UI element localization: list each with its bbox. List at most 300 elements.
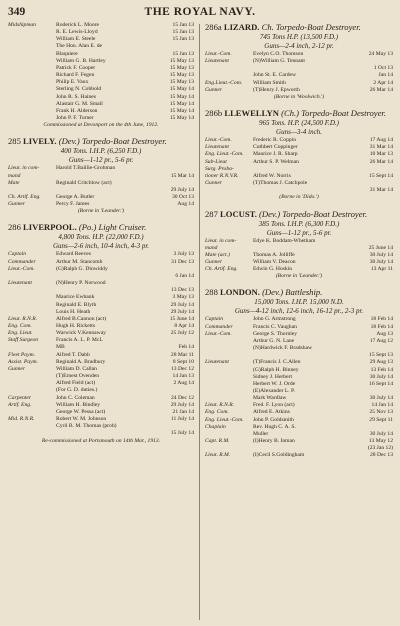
ship-entry (205, 22, 393, 101)
officer-date: 15 May 13 (169, 57, 194, 64)
officer-name: The Hon. Alan E. de (56, 43, 102, 50)
officer-row (205, 180, 393, 187)
officer-row (8, 115, 194, 122)
officer-row (205, 324, 393, 331)
officer-row (8, 373, 194, 380)
officer-rank (205, 72, 253, 79)
officer-rank (8, 36, 56, 43)
officer-name: William Smith (253, 79, 286, 86)
officer-rank (8, 58, 56, 65)
ship-spec: Guns—1-12 pr., 5-6 pr. (68, 156, 134, 165)
officer-name: John St. E. Cardew (253, 72, 297, 79)
officer-date: 16 Sept 14 (369, 380, 393, 387)
officer-date: 13 Apr 11 (370, 266, 393, 273)
officer-date: 13 Feb 14 (370, 366, 393, 373)
officer-date: 25 July 12 (170, 330, 194, 337)
officer-rank (8, 409, 56, 416)
officer-row (205, 395, 393, 402)
officer-name (253, 352, 359, 359)
officer-row (8, 194, 194, 201)
officer-row (205, 58, 393, 65)
officer-row (8, 337, 194, 344)
officer-rank: tioner R.N.V.R. (205, 172, 239, 179)
officer-name: William V. Deacon (253, 258, 296, 265)
officer-row (8, 280, 194, 287)
officer-date (359, 388, 393, 395)
officer-rank (205, 445, 253, 452)
officer-name: Warwick V.Kennaway (56, 330, 106, 337)
officer-date: 15 May 13 (169, 79, 194, 86)
officer-row (8, 43, 194, 50)
officer-row (205, 238, 393, 245)
officer-row (205, 445, 393, 452)
officer-rank: Eng. Com. (8, 323, 32, 329)
officer-date: Aug 14 (177, 201, 194, 208)
officer-name: (T)Thomas J. Catchpole (253, 180, 308, 187)
officer-date: 28 Mar 11 (170, 351, 194, 358)
officer-rank (8, 86, 56, 93)
officer-rank (8, 43, 56, 50)
officer-name (56, 287, 160, 294)
officer-date: 29 Aug 13 (369, 359, 393, 366)
officer-name: Reginald E. Blyth (56, 301, 97, 308)
officer-rank: Lieut.-Com. (205, 330, 232, 337)
officer-row (8, 323, 194, 330)
officer-row (8, 79, 194, 86)
officer-name: Sterling N. Cobbold (56, 86, 102, 93)
officer-name: (N)Hardwick F. Bradshaw (253, 345, 313, 352)
officer-row (205, 417, 393, 424)
officer-row (8, 352, 194, 359)
officer-row (205, 331, 393, 338)
officer-date: 15 Jan 13 (172, 22, 194, 28)
officer-name: Louis H. Heath (56, 308, 91, 315)
officer-rank: Mate (act.) (205, 251, 230, 258)
officer-name: Mark Wardlaw (253, 395, 287, 402)
officer-name: John P. F. Turner (56, 115, 94, 122)
officer-name: (G)Ralph H. Binney (253, 366, 299, 373)
officer-rank (8, 101, 56, 108)
officer-row (8, 309, 194, 316)
officer-date: 1 Oct 13 (373, 65, 393, 72)
officer-date: 15 May 13 (169, 64, 194, 71)
officer-name: Hugh H. Ricketts (56, 323, 95, 329)
officer-name: Edwin G. Hoskin (253, 266, 293, 273)
officer-date: 15 Sept 13 (369, 352, 393, 359)
officer-date: 25 June 14 (368, 244, 393, 251)
ship-name-line (205, 209, 393, 220)
officer-row (205, 51, 393, 58)
officer-name: Frederic R. Coppin (253, 137, 297, 144)
officer-name: Alfred Field (act) (56, 380, 96, 387)
officer-row (8, 266, 194, 273)
officer-date: 15 May 14 (169, 115, 194, 122)
officer-row (205, 245, 393, 252)
officer-row (8, 259, 194, 266)
officer-date: 2 Aug 14 (173, 380, 194, 387)
officer-date: 13 May 12 (368, 438, 393, 445)
officer-row (205, 80, 393, 87)
officer-rank (205, 395, 253, 402)
ship-name: LIZARD. (223, 22, 260, 32)
officer-rank (205, 367, 253, 374)
officer-rank: Captain (205, 316, 224, 323)
officer-rank: Gunner (8, 365, 26, 372)
officer-row (205, 338, 393, 345)
officer-date: 8 Apr 14 (174, 323, 194, 329)
officer-date: 24 May 13 (368, 51, 393, 57)
officer-rank: Eng. Com. (205, 409, 229, 416)
officer-date (359, 58, 393, 65)
officer-name: (N)William G. Tennant (253, 58, 305, 65)
officer-rank: Lieut.-Com. (205, 51, 232, 57)
officer-date (359, 345, 393, 352)
officer-name: Maurice J. R. Sharp (253, 151, 298, 158)
ship-spec: 965 Tons. H.P. (24,500 F.D.) (259, 119, 339, 128)
officer-rank (205, 374, 253, 381)
officer-rank (8, 72, 56, 79)
ship-type: Torpedo-Boat Destroyer. (81, 136, 167, 147)
officer-rank: Lieutenant (205, 144, 229, 151)
officer-row (8, 380, 194, 387)
ship-note: Re-commissioned at Portsmouth on 14th Mar., 1913. (41, 437, 161, 444)
officer-rank: Midshipman (8, 22, 36, 28)
officer-row (8, 51, 194, 58)
ship-name: LLEWELLYN (224, 108, 279, 119)
officer-rank: Eng.Lieut.-Com. (205, 79, 243, 86)
officer-rank: Lieut. R.N.R. (205, 402, 235, 409)
officer-rank: Assist. Paym. (8, 358, 38, 365)
officer-rank (8, 387, 56, 394)
officer-rank: Sub-Lieut (205, 158, 227, 165)
officer-name: Philip E. Vaux (56, 79, 89, 86)
officer-name (253, 245, 359, 252)
officer-rank (205, 338, 253, 345)
officer-date (359, 166, 393, 173)
officer-date: 26 Mar 14 (369, 86, 393, 93)
officer-name: Edward Reeves (56, 251, 91, 258)
ship-type: Torpedo-Boat Destroyer. (275, 22, 361, 32)
officer-rank (8, 344, 56, 351)
officer-rank: Gunner (205, 258, 223, 265)
officer-row (8, 187, 194, 194)
officer-name: (T)Henry J. Epworth (253, 86, 300, 93)
officer-name: Arthur G. N. Lane (253, 337, 295, 344)
officer-rank: Commander (205, 323, 233, 330)
officer-rank: Eng. Lieut. (8, 330, 33, 337)
officer-date: 30 July 14 (369, 373, 393, 380)
officer-name: (E)Alexander L. P. (253, 388, 295, 394)
officer-rank (8, 65, 56, 72)
officer-date: 28 Dec 13 (370, 452, 393, 459)
officer-row (8, 94, 194, 101)
officer-date: 15 Jan 13 (172, 29, 194, 36)
officer-rank: mand (8, 172, 21, 179)
officer-name: Alfred E. Atkins (253, 409, 290, 416)
officer-rank (8, 273, 56, 280)
officer-date: 18 Feb 14 (370, 323, 393, 330)
officer-rank: Ch. Artif. Eng. (205, 266, 238, 273)
officer-rank: Capt. R.M. (205, 438, 230, 445)
officer-row (8, 86, 194, 93)
officer-date: Feb 14 (178, 344, 194, 351)
officer-date: 15 June 14 (169, 315, 194, 322)
officer-date: 8 Sept 10 (172, 358, 194, 365)
officer-date: 18 Feb 14 (370, 316, 393, 323)
officer-row (205, 409, 393, 416)
officer-rank: Lieut. R.M. (205, 452, 231, 459)
officer-row (205, 424, 393, 431)
officer-name: Thomas A. Jolliffe (253, 251, 295, 258)
officer-row (205, 452, 393, 459)
officer-date: 21 Jan 14 (172, 408, 194, 415)
ship-note: (Borne in 'Woolwich.') (273, 93, 325, 100)
ship-name-line (205, 108, 393, 119)
officer-rank (8, 115, 56, 122)
officer-rank: Lieut. in com- (205, 237, 237, 244)
officer-rank (8, 373, 56, 380)
officer-rank (8, 430, 56, 437)
officer-name: Robert W. M. Johnson (56, 416, 107, 423)
officer-row (8, 273, 194, 280)
officer-row (8, 316, 194, 323)
officer-row (205, 166, 393, 173)
officer-row (205, 431, 393, 438)
officer-name: Evelyn C.O. Thomson (253, 51, 304, 57)
officer-name: (G)Ralph G. Dinwiddy (56, 265, 108, 272)
officer-row (8, 173, 194, 180)
officer-rank: Lieutenant (205, 58, 229, 65)
officer-name: Alfred W. Norris (253, 172, 291, 179)
officer-rank: Carpenter (8, 394, 31, 401)
officer-rank: Eng. Lieut.-Com. (205, 151, 244, 158)
ship-type: Battleship. (285, 287, 323, 298)
officer-row (8, 180, 194, 187)
officer-name: (For G. D. duties.) (56, 387, 98, 394)
officer-row (8, 58, 194, 65)
officer-rank: Lieut. R.N.R. (8, 315, 38, 322)
ship-spec: 15,000 Tons. I.H.P. 15,000 N.D. (254, 298, 344, 307)
officer-date: 31 Dec 13 (171, 258, 194, 265)
officer-name: John C. Coleman (56, 394, 95, 401)
officer-rank (205, 65, 253, 72)
officer-date: 25 Nov 13 (369, 409, 393, 416)
officer-name: Fred. F. Lyon (act) (253, 402, 295, 409)
officer-rank: Gunner (205, 180, 223, 187)
officer-date: 29 July 14 (170, 301, 194, 308)
ship-name-line (205, 22, 393, 33)
officer-rank (8, 108, 56, 115)
officer-row (8, 287, 194, 294)
officer-name: (I)Cecil S.Goldingham (253, 452, 305, 459)
ship-spec: 745 Tons H.P. (13,500 F.D.) (259, 33, 339, 41)
officer-name: George A. Butler (56, 193, 95, 200)
officer-date: 29 July 14 (170, 186, 194, 193)
officer-date: Jan 14 (378, 72, 393, 79)
officer-row (205, 137, 393, 144)
officer-rank: Chaplain (205, 423, 226, 430)
officer-rank (8, 94, 56, 101)
ship-entry (8, 222, 194, 444)
officer-date (160, 165, 194, 172)
officer-row (205, 359, 393, 366)
officer-rank: Lieut. in com- (8, 165, 40, 172)
officer-date: 17 Aug 12 (369, 337, 393, 344)
ship-name: LIVELY. (23, 136, 57, 147)
officer-row (205, 259, 393, 266)
officer-row (205, 316, 393, 323)
officer-name: William G. B. Hartley (56, 57, 106, 64)
officer-rank: Commander (8, 258, 36, 265)
officer-name: Muller (253, 430, 269, 437)
ship-number: 288 (205, 287, 221, 298)
officer-rank (8, 29, 56, 36)
officer-row (8, 344, 194, 351)
officer-row (205, 381, 393, 388)
officer-name: Sidney J. Herbert (253, 373, 292, 380)
officer-date: 15 Sept 14 (369, 172, 393, 179)
ship-spec: Guns—1-12 pr., 5-6 pr. (266, 228, 332, 237)
officer-date: 6 Jan 14 (175, 272, 194, 279)
ship-name-line (205, 287, 393, 298)
ship-spec: Guns—4-12 inch, 12-6 inch, 16-12 pr., 2-3 pr. (234, 307, 364, 316)
officer-name: Alfred B.Cannon (act) (56, 315, 107, 322)
officer-row (8, 387, 194, 394)
officer-row (205, 352, 393, 359)
officer-rank: Mid. R.N.R. (8, 416, 35, 423)
officer-row (8, 359, 194, 366)
officer-name: (T)Ernest Ovenden (56, 373, 100, 380)
officer-row (8, 29, 194, 36)
officer-date: 15 May 14 (169, 107, 194, 114)
officer-rank (205, 388, 253, 395)
officer-rank (8, 309, 56, 316)
officer-date: 31 Mar 14 (369, 187, 393, 194)
left-column (8, 22, 194, 624)
officer-name: John R. S. Haines (56, 93, 96, 100)
officer-row (205, 252, 393, 259)
officer-row (8, 409, 194, 416)
officer-name (56, 173, 160, 180)
ship-spec: Guns—2-4 inch, 2-12 pr. (264, 42, 334, 50)
officer-name: (I)Henry B. Inman (253, 438, 295, 445)
officer-name: Alfred T. Dabb (56, 351, 90, 358)
officer-name (253, 445, 359, 452)
officer-date: 30 July 14 (369, 251, 393, 258)
officer-date: 30 Oct 13 (171, 193, 194, 200)
officer-date (359, 238, 393, 245)
officer-row (8, 165, 194, 172)
officer-rank: Captain (8, 251, 27, 258)
officer-name (253, 65, 359, 72)
officer-row (205, 65, 393, 72)
officer-name (56, 187, 160, 194)
officer-name: Cuthbert Coppinger (253, 144, 298, 151)
ship-type: Torpedo-Boat Destroyer. (282, 208, 368, 219)
officer-row (205, 388, 393, 395)
officer-name (253, 166, 359, 173)
officer-date: 30 July 14 (369, 430, 393, 437)
officer-row (8, 366, 194, 373)
officer-date: 2 Apr 14 (373, 79, 393, 86)
officer-name: Alastair G. M. Small (56, 100, 103, 107)
officer-name: Roderick L. Moore (56, 22, 100, 28)
officer-name: John G. Armstrong (253, 316, 296, 323)
ship-entry (205, 287, 393, 459)
officer-name: William H. Bindley (56, 401, 101, 408)
officer-row (8, 395, 194, 402)
officer-date: 13 Dec 13 (171, 287, 194, 294)
officer-name: Frank H. Alderson (56, 107, 98, 114)
officer-name: Francis C. Vaughan (253, 323, 297, 330)
officer-date (160, 280, 194, 287)
officer-date: 10 Mar 13 (369, 151, 393, 158)
officer-rank: Lieut.-Com. (205, 137, 232, 144)
officer-name: George W. Pessa (act) (56, 408, 106, 415)
officer-name: Edye K. Boddam-Whetham (253, 237, 316, 244)
officer-row (8, 65, 194, 72)
officer-row (8, 416, 194, 423)
officer-row (205, 367, 393, 374)
officer-name (56, 430, 160, 437)
officer-name: William E. Steele (56, 36, 96, 43)
port-tag: (Po.) (76, 222, 99, 233)
officer-name: Arthur M. Stancomb (56, 258, 103, 265)
ship-note: (Borne in 'Leander.') (77, 208, 125, 215)
page-title: THE ROYAL NAVY. (144, 6, 256, 18)
officer-name: Francis A. L. P. McL (56, 337, 103, 344)
officer-date: 29 July 14 (170, 401, 194, 408)
officer-rank: Mate (8, 179, 20, 186)
officer-date (160, 266, 194, 273)
officer-date (160, 180, 194, 187)
officer-row (8, 251, 194, 258)
officer-date: 24 Dec 12 (171, 394, 194, 401)
officer-name: (T)Francis J. C.Allen (253, 359, 301, 366)
officer-row (205, 173, 393, 180)
officer-date: 13 Dec 12 (171, 365, 194, 372)
officer-rank: Gunner (8, 201, 26, 208)
officer-rank (8, 287, 56, 294)
column-divider (199, 24, 200, 620)
right-column (205, 22, 393, 624)
officer-date: 15 Jan 13 (172, 36, 194, 43)
officer-rank: Gunner (205, 86, 223, 93)
officer-rank (8, 79, 56, 86)
officer-date (359, 424, 393, 431)
ship-entry (8, 136, 194, 215)
ship-note: Commissioned at Devonport on the 4th June, 1912. (43, 122, 159, 129)
ship-note: (Borne in 'Leander.') (275, 273, 323, 280)
ship-spec: Guns—3-4 inch. (276, 128, 322, 137)
ship-name: LONDON. (220, 287, 260, 298)
port-tag: Ch. (259, 22, 276, 32)
officer-date: 17 Aug 14 (369, 137, 393, 144)
officer-name: Arthur S. P. Welman (253, 158, 299, 165)
ship-name-line (8, 222, 194, 233)
officer-row (8, 101, 194, 108)
officer-rank (205, 431, 253, 438)
officer-row (8, 430, 194, 437)
officer-row (205, 345, 393, 352)
officer-date: 14 Jan 14 (371, 402, 393, 409)
officer-name: Rev. Hugh C. A. S. (253, 423, 296, 430)
officer-date (359, 180, 393, 187)
officer-date: 30 July 14 (369, 395, 393, 402)
ship-entry (8, 22, 194, 129)
officer-row (8, 72, 194, 79)
officer-rank: Fleet Paym. (8, 351, 36, 358)
